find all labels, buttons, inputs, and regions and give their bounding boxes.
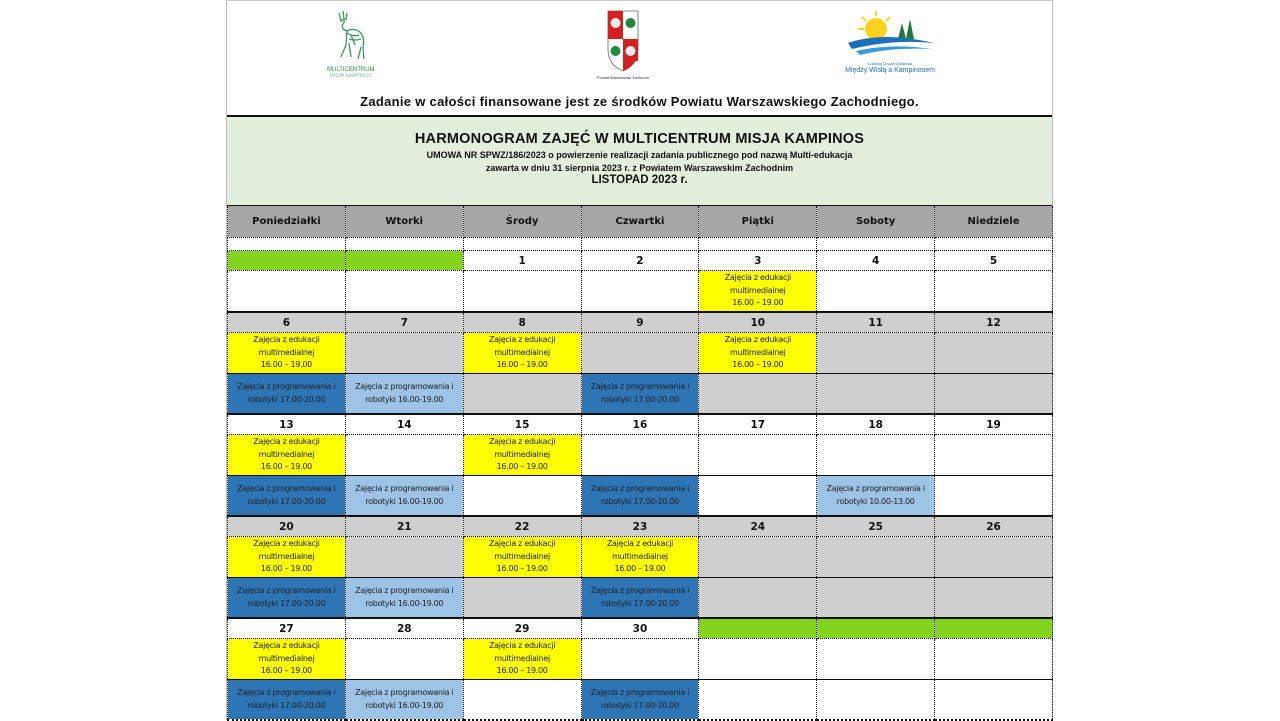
empty-cell: [935, 333, 1053, 374]
coat-of-arms-icon: [606, 9, 640, 73]
day-number: 29: [463, 618, 581, 639]
empty-cell: [817, 435, 935, 476]
moose-icon: [331, 9, 371, 65]
sun-trees-river-icon: [842, 9, 938, 59]
empty-cell: [817, 374, 935, 415]
activity-row: [228, 374, 1053, 415]
empty-cell: [817, 333, 935, 374]
day-number: 3: [699, 251, 817, 271]
activity-text: Zajęcia z edukacji multimedialnej 16.00 – 19.00: [488, 437, 556, 472]
activity-text: Zajęcia z edukacji multimedialnej 16.00 – 19.00: [724, 335, 791, 370]
activity-row: [228, 680, 1053, 721]
empty-cell: [345, 271, 463, 313]
activity-text: Zajęcia z edukacji multimedialnej 16.00 – 19.00: [488, 539, 556, 574]
day-number: 10: [699, 312, 817, 333]
day-number-row: [228, 312, 1053, 333]
empty-cell: [935, 271, 1053, 313]
empty-cell: [463, 578, 581, 619]
empty-cell: [581, 271, 699, 313]
day-number: 6: [228, 312, 346, 333]
weekday-header: Niedziele: [935, 206, 1053, 238]
day-number: 4: [817, 251, 935, 271]
empty-cell: [463, 476, 581, 517]
day-number: 30: [581, 618, 699, 639]
out-of-month-cell: [699, 618, 817, 639]
calendar-body: [228, 238, 1053, 721]
contract-line-1: UMOWA NR SPWZ/186/2023 o powierzenie realizacji zadania publicznego pod nazwą Multi-edukacja: [426, 150, 853, 160]
activity-cell: [345, 578, 463, 619]
empty-cell: [817, 238, 935, 251]
activity-text: Zajęcia z edukacji multimedialnej 16.00 – 19.00: [724, 273, 791, 308]
empty-cell: [817, 639, 935, 680]
empty-cell: [581, 639, 699, 680]
empty-cell: [817, 271, 935, 313]
day-number: 16: [581, 414, 699, 435]
activity-row: [228, 333, 1053, 374]
activity-text: Zajęcia z programowania i robotyki 17.00-20.00: [237, 382, 336, 404]
empty-cell: [699, 680, 817, 721]
day-number: 20: [228, 516, 346, 537]
activity-text: Zajęcia z edukacji multimedialnej 16.00 – 19.00: [488, 335, 556, 370]
empty-cell: [935, 578, 1053, 619]
empty-cell: [463, 374, 581, 415]
weekday-header: Poniedziałki: [228, 206, 346, 238]
funding-note: Zadanie w całości finansowane jest ze środków Powiatu Warszawskiego Zachodniego.: [360, 94, 919, 109]
activity-text: Zajęcia z edukacji multimedialnej 16.00 – 19.00: [253, 437, 320, 472]
activity-cell: [228, 639, 346, 680]
day-number-row: [228, 414, 1053, 435]
empty-cell: [935, 680, 1053, 721]
contract-line-2: zawarta w dniu 31 sierpnia 2023 r. z Powiatem Warszawskim Zachodnim: [485, 163, 794, 173]
activity-row: [228, 476, 1053, 517]
activity-row: [228, 639, 1053, 680]
activity-cell: [463, 333, 581, 374]
activity-cell: [581, 476, 699, 517]
empty-cell: [581, 238, 699, 251]
day-number: 25: [817, 516, 935, 537]
empty-cell: [935, 238, 1053, 251]
day-number: 8: [463, 312, 581, 333]
day-number: 24: [699, 516, 817, 537]
weekday-header: Soboty: [817, 206, 935, 238]
day-number-row: [228, 251, 1053, 271]
empty-cell: [817, 537, 935, 578]
activity-cell: [581, 680, 699, 721]
activity-text: Zajęcia z edukacji multimedialnej 16.00 – 19.00: [253, 539, 320, 574]
activity-cell: [817, 476, 935, 517]
empty-cell: [935, 435, 1053, 476]
activity-text: Zajęcia z programowania i robotyki 17.00-20.00: [237, 484, 336, 506]
day-number: 13: [228, 414, 346, 435]
activity-text: Zajęcia z programowania i robotyki 17.00-20.00: [590, 484, 690, 506]
activity-text: Zajęcia z programowania i robotyki 17.00-20.00: [237, 586, 336, 608]
empty-cell: [463, 680, 581, 721]
lgd-logo-caption: Między Wisłą a Kampinosem: [845, 67, 935, 74]
day-number: 2: [581, 251, 699, 271]
multicentrum-logo-subtext: MISJA KAMPINOS: [329, 73, 372, 79]
activity-row: [228, 271, 1053, 313]
calendar-table: [227, 206, 1053, 721]
out-of-month-cell: [228, 251, 346, 271]
empty-cell: [699, 476, 817, 517]
activity-text: Zajęcia z programowania i robotyki 16.00-19.00: [355, 688, 454, 710]
activity-cell: [228, 680, 346, 721]
weekday-header: Czwartki: [581, 206, 699, 238]
activity-text: Zajęcia z edukacji multimedialnej 16.00 – 19.00: [253, 641, 320, 676]
weekday-header: Piątki: [699, 206, 817, 238]
empty-cell: [935, 537, 1053, 578]
empty-cell: [817, 680, 935, 721]
activity-row: [228, 537, 1053, 578]
activity-text: Zajęcia z programowania i robotyki 17.00-20.00: [237, 688, 336, 710]
empty-cell: [581, 333, 699, 374]
activity-text: Zajęcia z programowania i robotyki 17.00-20.00: [590, 586, 690, 608]
activity-text: Zajęcia z programowania i robotyki 16.00-19.00: [355, 382, 454, 404]
day-number-row: [228, 516, 1053, 537]
day-number: 5: [935, 251, 1053, 271]
empty-cell: [699, 238, 817, 251]
activity-text: Zajęcia z edukacji multimedialnej 16.00 – 19.00: [606, 539, 674, 574]
activity-cell: [345, 476, 463, 517]
spacer-row: [228, 238, 1053, 251]
out-of-month-cell: [345, 251, 463, 271]
weekday-header: Wtorki: [345, 206, 463, 238]
activity-cell: [228, 476, 346, 517]
day-number: 9: [581, 312, 699, 333]
empty-cell: [581, 435, 699, 476]
day-number: 28: [345, 618, 463, 639]
empty-cell: [699, 639, 817, 680]
day-number: 14: [345, 414, 463, 435]
activity-cell: [228, 333, 346, 374]
activity-text: Zajęcia z programowania i robotyki 17.00-20.00: [590, 382, 690, 404]
day-number: 23: [581, 516, 699, 537]
activity-text: Zajęcia z programowania i robotyki 10.00-13.00: [826, 484, 925, 506]
lgd-logo: [842, 9, 938, 74]
activity-cell: [345, 680, 463, 721]
empty-cell: [345, 435, 463, 476]
day-number: 27: [228, 618, 346, 639]
schedule-header: [227, 115, 1052, 206]
activity-cell: [463, 639, 581, 680]
empty-cell: [699, 374, 817, 415]
day-number: 19: [935, 414, 1053, 435]
activity-text: Zajęcia z edukacji multimedialnej 16.00 – 19.00: [253, 335, 320, 370]
logo-bar: [227, 1, 1052, 93]
schedule-month: LISTOPAD 2023 r.: [591, 174, 688, 186]
activity-cell: [228, 578, 346, 619]
activity-cell: [581, 537, 699, 578]
empty-cell: [463, 271, 581, 313]
activity-cell: [581, 578, 699, 619]
empty-cell: [935, 639, 1053, 680]
activity-text: Zajęcia z edukacji multimedialnej 16.00 – 19.00: [488, 641, 556, 676]
empty-cell: [699, 537, 817, 578]
day-number: 26: [935, 516, 1053, 537]
out-of-month-cell: [817, 618, 935, 639]
activity-text: Zajęcia z programowania i robotyki 17.00-20.00: [590, 688, 690, 710]
empty-cell: [935, 476, 1053, 517]
day-number: 17: [699, 414, 817, 435]
schedule-sheet: [226, 0, 1053, 720]
powiat-logo-caption: Powiat Warszawski Zachodni: [597, 75, 649, 80]
out-of-month-cell: [935, 618, 1053, 639]
activity-cell: [228, 374, 346, 415]
day-number: 7: [345, 312, 463, 333]
multicentrum-logo: [327, 9, 375, 79]
empty-cell: [699, 578, 817, 619]
activity-cell: [581, 374, 699, 415]
day-number: 22: [463, 516, 581, 537]
activity-cell: [228, 537, 346, 578]
activity-cell: [345, 374, 463, 415]
day-number: 1: [463, 251, 581, 271]
day-number: 12: [935, 312, 1053, 333]
empty-cell: [345, 333, 463, 374]
schedule-title: HARMONOGRAM ZAJĘĆ W MULTICENTRUM MISJA KAMPINOS: [414, 131, 865, 147]
empty-cell: [228, 238, 346, 251]
empty-cell: [345, 537, 463, 578]
activity-text: Zajęcia z programowania i robotyki 16.00-19.00: [355, 586, 454, 608]
activity-cell: [463, 537, 581, 578]
empty-cell: [463, 238, 581, 251]
weekday-header-row: [228, 206, 1053, 238]
day-number: 11: [817, 312, 935, 333]
empty-cell: [817, 578, 935, 619]
activity-row: [228, 578, 1053, 619]
day-number: 21: [345, 516, 463, 537]
day-number-row: [228, 618, 1053, 639]
day-number: 15: [463, 414, 581, 435]
activity-row: [228, 435, 1053, 476]
empty-cell: [228, 271, 346, 313]
lgd-logo-small-caption: Lokalna Grupa Działania: [868, 61, 912, 66]
empty-cell: [935, 374, 1053, 415]
multicentrum-logo-text: MULTICENTRUM: [327, 67, 375, 73]
activity-cell: [699, 271, 817, 313]
powiat-crest-logo: [597, 9, 649, 80]
day-number: 18: [817, 414, 935, 435]
weekday-header: Środy: [463, 206, 581, 238]
activity-text: Zajęcia z programowania i robotyki 16.00-19.00: [355, 484, 454, 506]
empty-cell: [345, 639, 463, 680]
empty-cell: [699, 435, 817, 476]
empty-cell: [345, 238, 463, 251]
activity-cell: [228, 435, 346, 476]
activity-cell: [463, 435, 581, 476]
activity-cell: [699, 333, 817, 374]
